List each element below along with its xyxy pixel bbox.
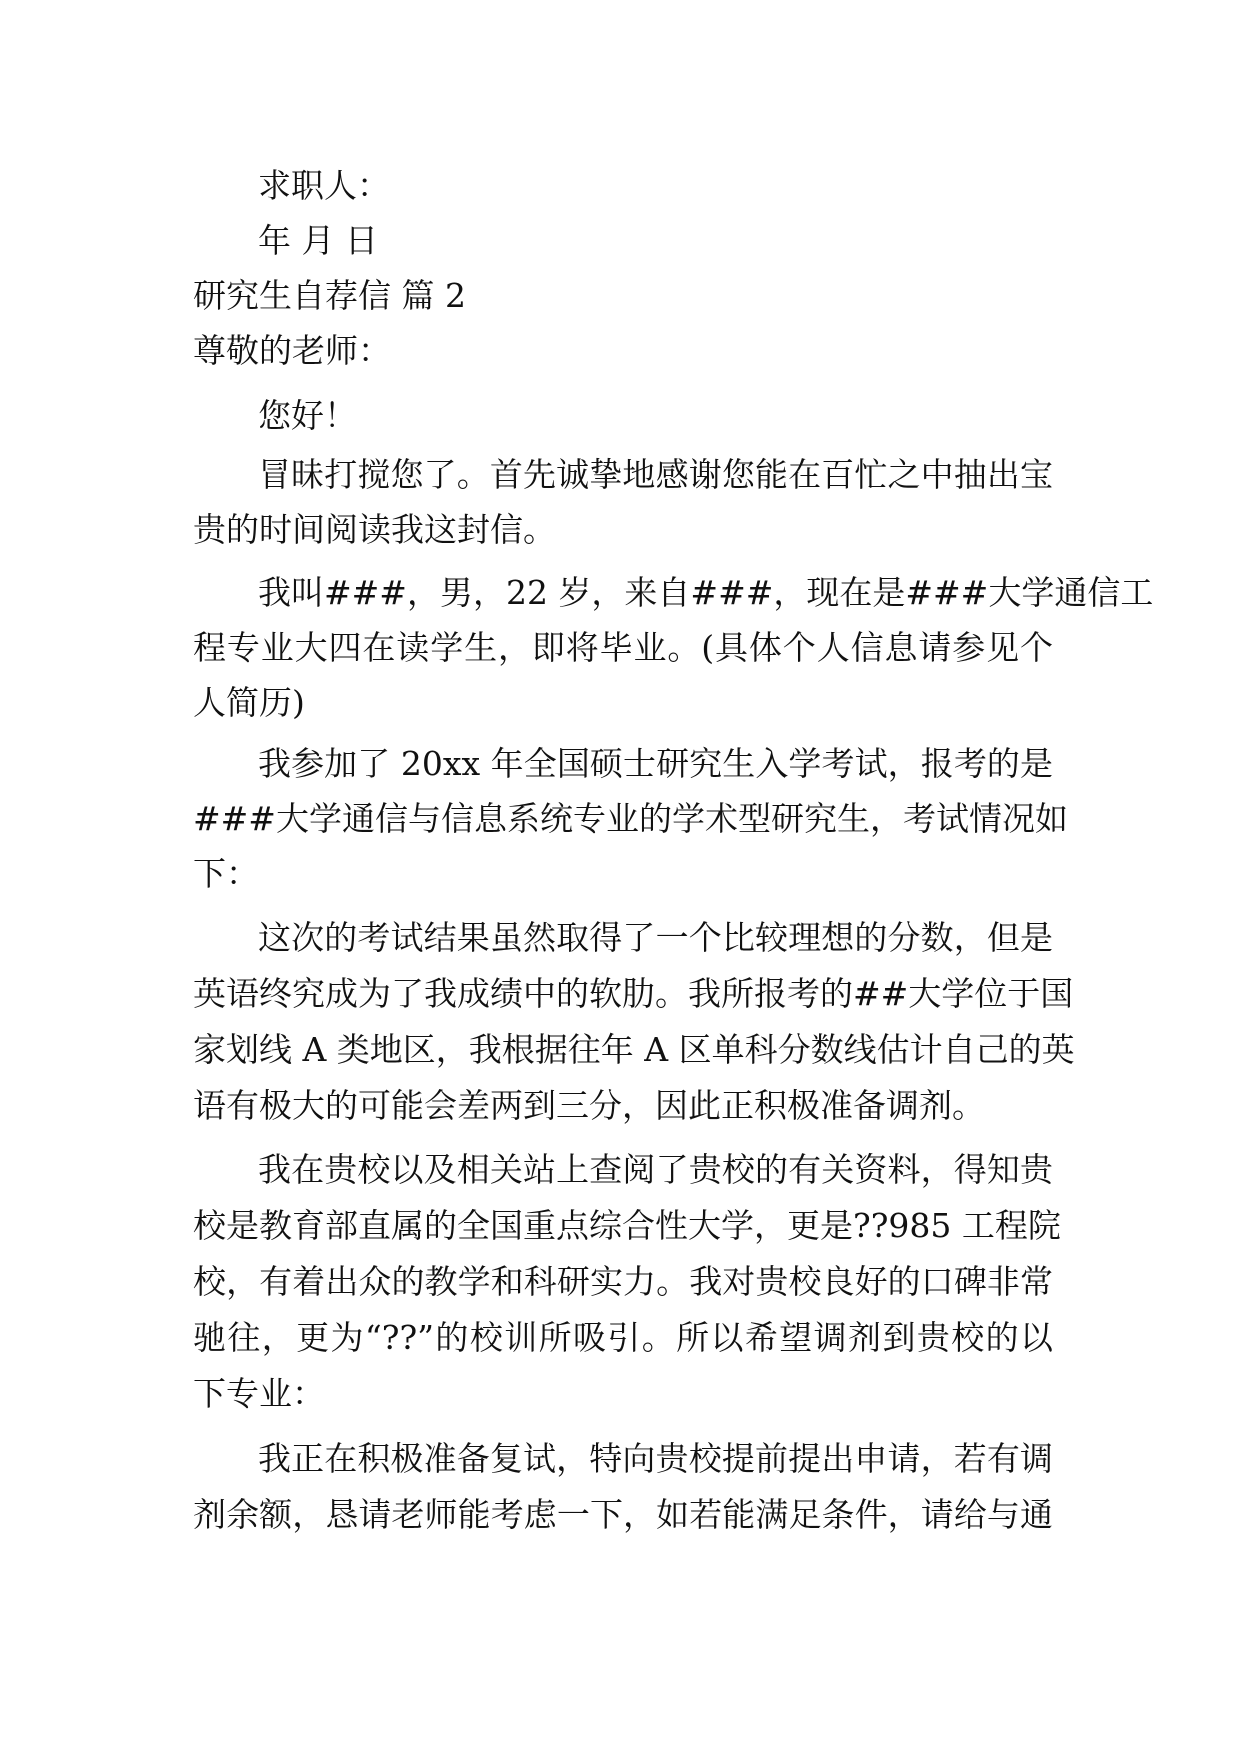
body-line: 贵的时间阅读我这封信。 — [193, 510, 556, 549]
letter-title: 研究生自荐信 篇 2 — [193, 276, 466, 315]
greeting: 您好！ — [258, 396, 357, 435]
body-line: 家划线 A 类地区，我根据往年 A 区单科分数线估计自己的英 — [193, 1030, 1075, 1069]
body-line: 这次的考试结果虽然取得了一个比较理想的分数，但是 — [258, 918, 1053, 957]
body-line: ###大学通信与信息系统专业的学术型研究生，考试情况如 — [193, 799, 1068, 838]
body-line: 人简历) — [193, 683, 305, 722]
salutation: 尊敬的老师： — [193, 331, 391, 370]
body-line: 剂余额，恳请老师能考虑一下，如若能满足条件，请给与通 — [193, 1495, 1053, 1534]
body-line: 校是教育部直属的全国重点综合性大学，更是??985 工程院 — [193, 1206, 1061, 1245]
body-line: 下： — [193, 854, 259, 893]
signature-applicant-line: 求职人： — [258, 166, 390, 205]
body-line: 校，有着出众的教学和科研实力。我对贵校良好的口碑非常 — [193, 1262, 1053, 1301]
body-line: 驰往，更为“??”的校训所吸引。所以希望调剂到贵校的以 — [193, 1318, 1053, 1357]
body-line: 我参加了 20xx 年全国硕士研究生入学考试，报考的是 — [258, 744, 1053, 783]
body-line: 我正在积极准备复试，特向贵校提前提出申请，若有调 — [258, 1439, 1053, 1478]
body-line: 程专业大四在读学生，即将毕业。(具体个人信息请参见个 — [193, 628, 1053, 667]
body-line: 我叫###，男，22 岁，来自###，现在是###大学通信工 — [258, 573, 1154, 612]
body-line: 语有极大的可能会差两到三分，因此正积极准备调剂。 — [193, 1086, 985, 1125]
body-line: 英语终究成为了我成绩中的软肋。我所报考的##大学位于国 — [193, 974, 1074, 1013]
signature-date-line: 年 月 日 — [258, 221, 378, 260]
body-line: 下专业： — [193, 1374, 325, 1413]
body-line: 冒昧打搅您了。首先诚挚地感谢您能在百忙之中抽出宝 — [258, 455, 1053, 494]
body-line: 我在贵校以及相关站上查阅了贵校的有关资料，得知贵 — [258, 1150, 1053, 1189]
